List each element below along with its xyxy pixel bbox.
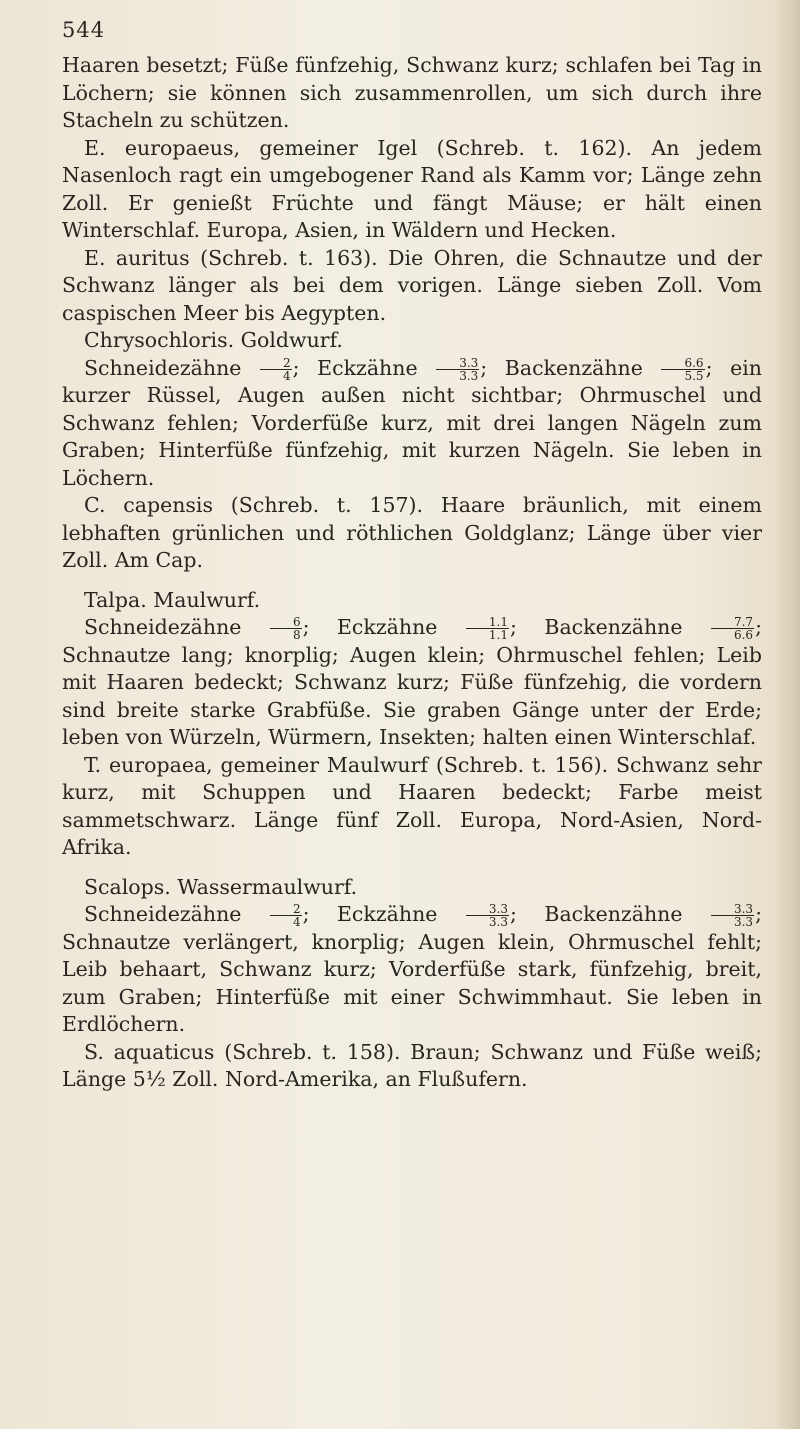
dental-formula [466,903,509,928]
genus-heading-chrysochloris: Chrysochloris. Goldwurf. [84,328,343,352]
formula-numerator: 3.3 [711,903,754,916]
label-eckzaehne: ; Eckzähne [292,355,418,380]
paragraph-intro: Haaren besetzt; Füße fünfzehig, Schwanz kurz; schlafen bei Tag in Löchern; sie können sich zusammenrollen, um sich durch ihre Stacheln zu schützen. [62,53,762,132]
genus-heading-scalops: Scalops. Wassermaulwurf. [84,874,358,899]
dental-formula [270,903,302,928]
genus-heading-talpa: Talpa. Maulwurf. [84,587,261,612]
formula-denominator: 8 [292,628,301,642]
description-text: ; Schnautze verlängert, knorplig; Augen klein, Ohrmuschel fehlt; Leib behaart, Schwanz kurz; Vorderfüße stark, fünfzehig, breit, zum Graben; Hinterfüße mit einer Schwimmhaut. Sie leben in Erdlöchern. [62,902,762,1036]
page-edge-shadow [774,0,800,1429]
paragraph-talpa [62,614,762,752]
formula-denominator: 3.3 [488,915,508,929]
description-text: ; Schnautze lang; knorplig; Augen klein; Ohrmuschel fehlen; Leib mit Haaren bedeckt; Schwanz kurz; Füße fünfzehig, die vordern sind breite starke Grabfüße. Sie graben Gänge unter der Erde; leben von Würzeln, Würmern, Insekten; halten einen Winterschlaf. [62,615,762,749]
formula-numerator: 6 [270,616,302,629]
dental-formula [711,903,754,928]
formula-denominator: 5.5 [684,368,704,383]
formula-numerator: 3.3 [436,357,479,370]
formula-numerator: 1.1 [466,616,509,629]
label-backenzaehne: ; Backenzähne [510,902,683,926]
paragraph-t-europaea: T. europaea, gemeiner Maulwurf (Schreb. t. 156). Schwanz sehr kurz, mit Schuppen und Haaren bedeckt; Farbe meist sammetschwarz. Länge fünf Zoll. Europa, Nord-Asien, Nord-Afrika. [62,752,762,859]
body-text [62,52,762,1094]
formula-denominator: 4 [292,915,301,929]
formula-denominator: 4 [283,368,291,383]
label-schneidezaehne: Schneidezähne [84,355,242,380]
formula-numerator: 3.3 [466,903,509,916]
label-backenzaehne: ; Backenzähne [480,355,643,380]
formula-numerator: 6.6 [661,357,704,370]
dental-formula [711,616,754,641]
paragraph-chrysochloris [62,355,762,493]
paragraph-scalops [62,901,762,1039]
formula-numerator: 7.7 [711,616,754,629]
formula-numerator: 2 [260,357,292,370]
formula-denominator: 1.1 [488,628,508,642]
label-schneidezaehne: Schneidezähne [84,902,242,926]
dental-formula [436,357,479,382]
formula-denominator: 6.6 [733,628,754,642]
paragraph-c-capensis: C. capensis (Schreb. t. 157). Haare bräunlich, mit einem lebhaften grünlichen und röthlichen Goldglanz; Länge über vier Zoll. Am Cap. [62,493,762,572]
label-schneidezaehne: Schneidezähne [84,615,242,639]
dental-formula [661,357,704,382]
dental-formula [466,616,509,641]
paragraph-s-aquaticus: S. aquaticus (Schreb. t. 158). Braun; Schwanz und Füße weiß; Länge 5½ Zoll. Nord-Amerika, an Flußufern. [62,1039,762,1091]
paragraph-e-auritus: E. auritus (Schreb. t. 163). Die Ohren, die Schnautze und der Schwanz länger als bei dem vorigen. Länge sieben Zoll. Vom caspischen Meer bis Aegypten. [62,245,762,325]
description-text: ; ein kurzer Rüssel, Augen außen nicht sichtbar; Ohrmuschel und Schwanz fehlen; Vorderfüße kurz, mit drei langen Nägeln zum Graben; Hinterfüße fünfzehig, mit kurzen Nägeln. Sie leben in Löchern. [62,355,762,490]
paragraph-e-europaeus: E. europaeus, gemeiner Igel (Schreb. t. 162). An jedem Nasenloch ragt ein umgebogener Rand als Kamm vor; Länge zehn Zoll. Er genießt Früchte und fängt Mäuse; er hält einen Winterschlaf. Europa, Asien, in Wäldern und Hecken. [62,135,762,242]
dental-formula [260,357,292,382]
formula-denominator: 3.3 [733,915,754,929]
label-backenzaehne: ; Backenzähne [510,615,683,639]
label-eckzaehne: ; Eckzähne [302,902,438,926]
label-eckzaehne: ; Eckzähne [302,615,438,639]
formula-denominator: 3.3 [459,368,479,383]
page-number: 544 [62,18,106,42]
dental-formula [270,616,302,641]
formula-numerator: 2 [270,903,302,916]
